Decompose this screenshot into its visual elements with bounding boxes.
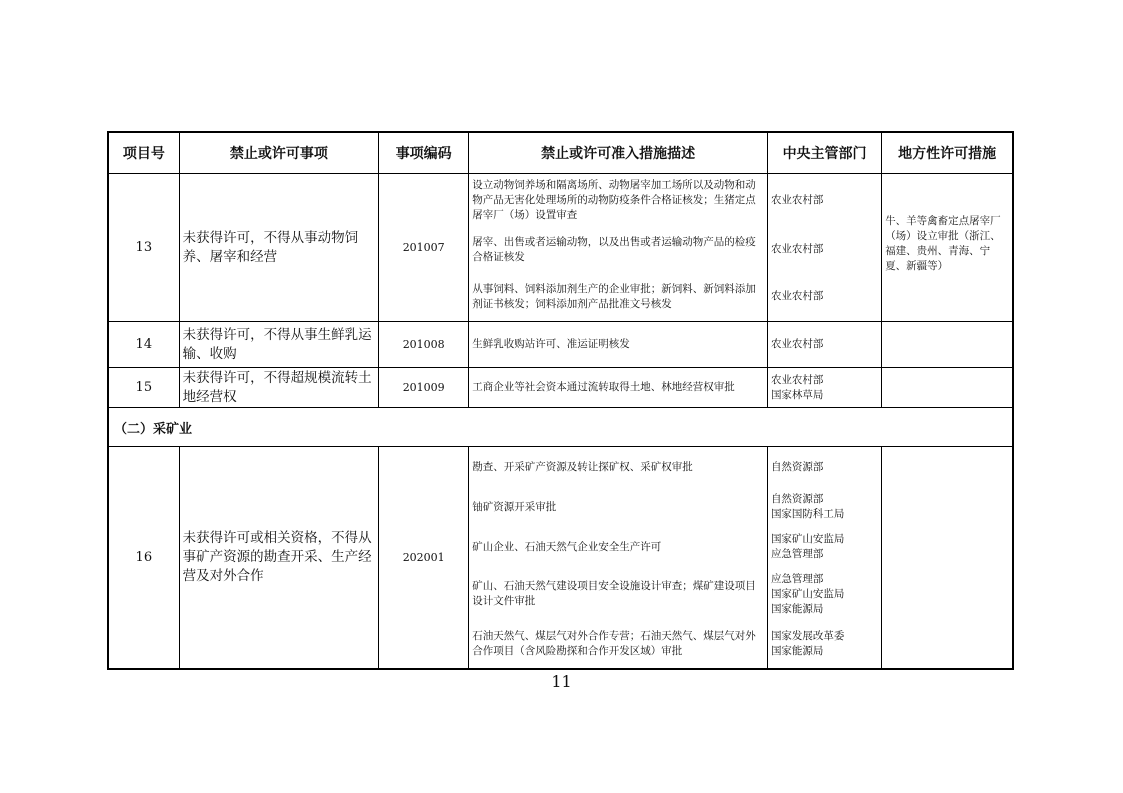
item-name: 未获得许可，不得超规模流转土地经营权 — [179, 368, 378, 408]
central-dept: 农业农村部 — [770, 194, 824, 206]
measure-desc-cell — [469, 322, 768, 368]
local-measure — [882, 322, 1013, 368]
item-number: 15 — [108, 368, 179, 408]
item-number: 13 — [108, 174, 179, 322]
central-dept-cell — [767, 447, 881, 669]
central-dept: 农业农村部 — [770, 243, 824, 255]
item-code: 202001 — [379, 447, 469, 669]
measure-desc-cell — [469, 447, 768, 669]
central-dept-cell — [767, 322, 881, 368]
local-measure: 牛、羊等禽畜定点屠宰厂（场）设立审批（浙江、福建、贵州、青海、宁夏、新疆等） — [882, 174, 1013, 322]
header-item-name: 禁止或许可事项 — [179, 132, 378, 174]
measure-desc: 从事饲料、饲料添加剂生产的企业审批；新饲料、新饲料添加剂证书核发；饲料添加剂产品批准文号核发 — [472, 282, 756, 310]
page-number: 11 — [551, 672, 572, 691]
central-dept: 农业农村部 — [770, 338, 824, 350]
measure-desc: 设立动物饲养场和隔离场所、动物屠宰加工场所以及动物和动物产品无害化处理场所的动物防疫条件合格证核发；生猪定点屠宰厂（场）设置审查 — [472, 179, 756, 221]
item-name: 未获得许可或相关资格，不得从事矿产资源的勘查开采、生产经营及对外合作 — [179, 447, 378, 669]
item-number: 14 — [108, 322, 179, 368]
central-dept: 国家发展改革委 国家能源局 — [770, 630, 845, 658]
measure-desc: 工商企业等社会资本通过流转取得土地、林地经营权审批 — [472, 381, 735, 393]
table-row-15 — [108, 368, 1013, 408]
measure-desc: 石油天然气、煤层气对外合作专营；石油天然气、煤层气对外合作项目（含风险勘探和合作开发区域）审批 — [472, 630, 756, 658]
item-code: 201008 — [379, 322, 469, 368]
measure-desc: 铀矿资源开采审批 — [472, 500, 557, 513]
central-dept: 农业农村部 — [770, 290, 824, 302]
table-row-13 — [108, 174, 1013, 322]
section-row — [108, 408, 1013, 447]
measure-desc-cell — [469, 174, 768, 322]
measure-desc: 屠宰、出售或者运输动物，以及出售或者运输动物产品的检疫合格证核发 — [472, 235, 756, 263]
header-item-code: 事项编码 — [379, 132, 469, 174]
measure-desc: 生鲜乳收购站许可、准运证明核发 — [472, 338, 630, 350]
item-name: 未获得许可，不得从事动物饲养、屠宰和经营 — [179, 174, 378, 322]
local-measure — [882, 447, 1013, 669]
local-measure — [882, 368, 1013, 408]
header-item-no: 项目号 — [108, 132, 179, 174]
header-local-measure: 地方性许可措施 — [882, 132, 1013, 174]
central-dept: 应急管理部 国家矿山安监局 国家能源局 — [770, 572, 845, 615]
central-dept: 国家矿山安监局 应急管理部 — [770, 533, 845, 561]
central-dept-cell — [767, 174, 881, 322]
measure-desc-cell — [469, 368, 768, 408]
item-code: 201009 — [379, 368, 469, 408]
header-central-dept: 中央主管部门 — [767, 132, 881, 174]
item-code: 201007 — [379, 174, 469, 322]
header-measure-desc: 禁止或许可准入措施描述 — [469, 132, 768, 174]
central-dept: 农业农村部 国家林草局 — [770, 373, 824, 401]
negative-list-table — [107, 131, 1014, 670]
central-dept: 自然资源部 国家国防科工局 — [770, 493, 845, 521]
item-number: 16 — [108, 447, 179, 669]
central-dept: 自然资源部 — [770, 460, 824, 473]
table-row-16 — [108, 447, 1013, 669]
measure-desc: 勘查、开采矿产资源及转让探矿权、采矿权审批 — [472, 460, 693, 473]
header-row — [108, 132, 1013, 174]
section-title: （二）采矿业 — [108, 408, 1013, 447]
measure-desc: 矿山、石油天然气建设项目安全设施设计审查；煤矿建设项目设计文件审批 — [472, 580, 756, 608]
table-row-14 — [108, 322, 1013, 368]
item-name: 未获得许可，不得从事生鲜乳运输、收购 — [179, 322, 378, 368]
central-dept-cell — [767, 368, 881, 408]
measure-desc: 矿山企业、石油天然气企业安全生产许可 — [472, 540, 662, 553]
